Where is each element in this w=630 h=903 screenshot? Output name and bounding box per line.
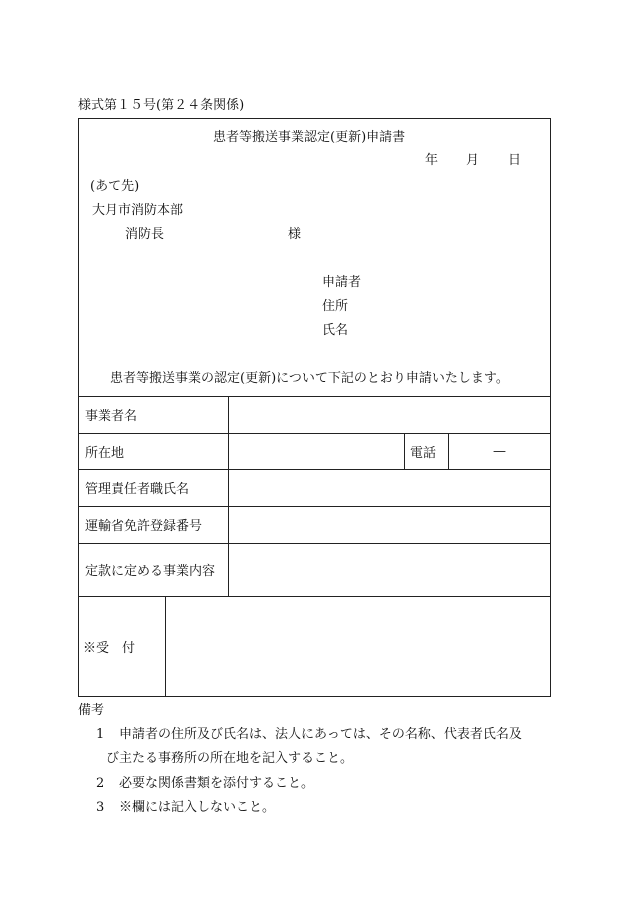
business-content-field[interactable] xyxy=(229,544,550,595)
applicant-address-label: 住所 xyxy=(322,299,349,314)
note-number: 2 xyxy=(96,776,105,791)
applicant-name-label: 氏名 xyxy=(322,323,349,338)
addressee-department: 大月市消防本部 xyxy=(92,203,184,218)
license-label: 運輸省免許登録番号 xyxy=(85,519,203,534)
date-month-label: 月 xyxy=(466,153,480,168)
note-text: 申請者の住所及び氏名は、法人にあっては、その名称、代表者氏名及 xyxy=(119,727,522,742)
note-number: 1 xyxy=(96,727,105,742)
reception-label: ※受 付 xyxy=(83,641,136,656)
application-statement: 患者等搬送事業の認定(更新)について下記のとおり申請いたします。 xyxy=(110,371,509,386)
note-text-continued: び主たる事務所の所在地を記入すること。 xyxy=(106,751,354,766)
manager-label: 管理責任者職氏名 xyxy=(85,482,190,497)
form-title: 患者等搬送事業認定(更新)申請書 xyxy=(213,130,406,145)
date-day-label: 日 xyxy=(508,153,522,168)
addressee-position: 消防長 xyxy=(125,227,165,242)
notes-heading: 備考 xyxy=(78,703,105,718)
business-content-label: 定款に定める事業内容 xyxy=(85,564,216,579)
note-text: 必要な関係書類を添付すること。 xyxy=(119,776,315,791)
column-divider xyxy=(404,433,405,469)
addressee-honorific: 様 xyxy=(288,227,302,242)
applicant-label: 申請者 xyxy=(322,275,362,290)
reception-field xyxy=(166,597,550,696)
phone-field[interactable]: — xyxy=(493,443,506,459)
date-year-label: 年 xyxy=(425,153,439,168)
business-name-field[interactable] xyxy=(229,397,550,432)
note-text: ※欄には記入しないこと。 xyxy=(119,800,276,815)
location-label: 所在地 xyxy=(85,445,125,461)
location-field[interactable] xyxy=(229,434,403,468)
business-name-label: 事業者名 xyxy=(85,409,138,424)
form-number: 様式第１５号(第２４条関係) xyxy=(78,98,245,113)
phone-label: 電話 xyxy=(410,445,437,461)
manager-field[interactable] xyxy=(229,470,550,505)
note-number: 3 xyxy=(96,800,105,815)
license-field[interactable] xyxy=(229,507,550,542)
addressee-prefix: (あて先) xyxy=(90,179,140,194)
